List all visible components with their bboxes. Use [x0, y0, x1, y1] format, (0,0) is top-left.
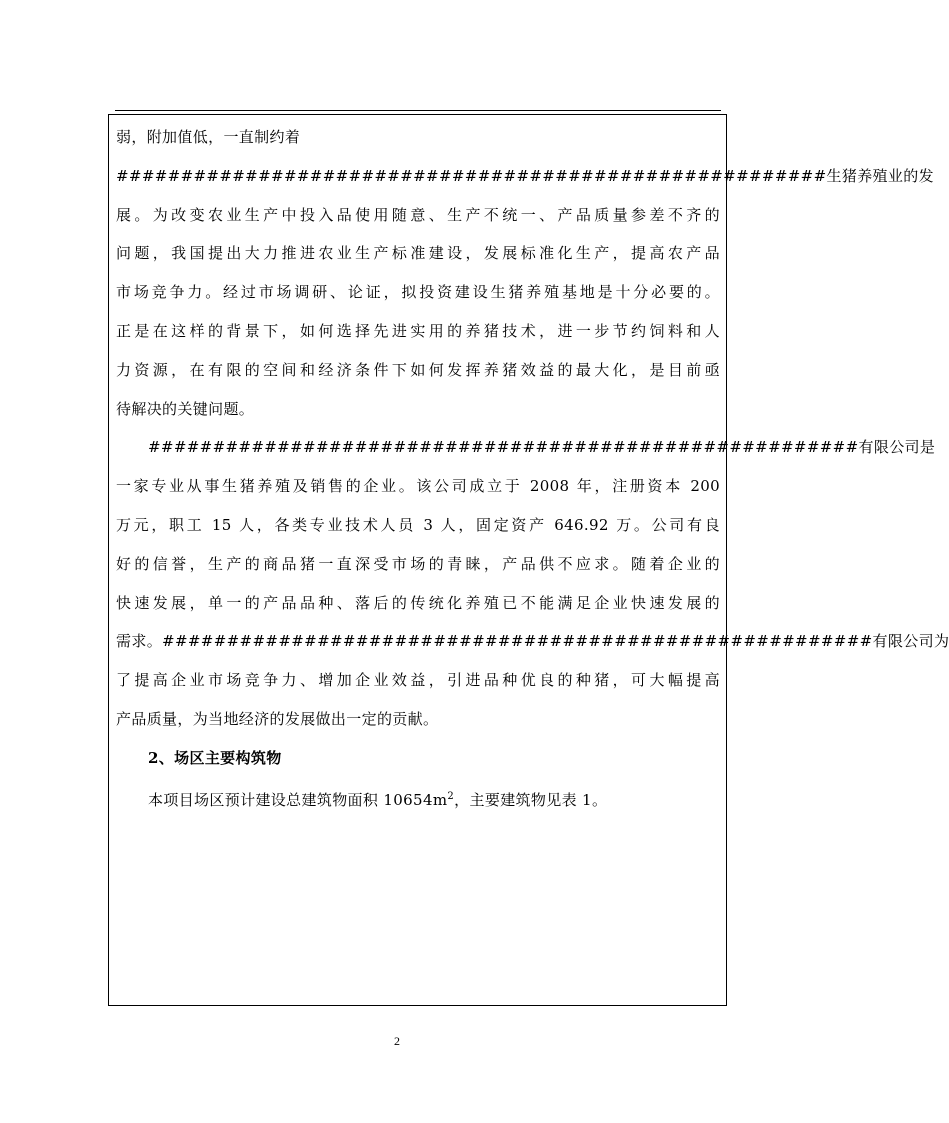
paragraph-line: 需求。#######################################################有限公司为	[116, 632, 949, 651]
area-sentence	[116, 778, 720, 817]
paragraph-line: 待解决的关键问题。	[116, 399, 255, 418]
paragraph-line: 了提高企业市场竞争力、增加企业效益，引进品种优良的种猪，可大幅提高	[116, 671, 720, 690]
paragraph-line: 展。为改变农业生产中投入品使用随意、生产不统一、产品质量参差不齐的	[116, 205, 720, 224]
paragraph-line: #######################################################生猪养殖业的发	[116, 166, 934, 185]
area-sentence-end: ，主要建筑物见表 1。	[454, 790, 608, 809]
paragraph-line: 快速发展，单一的产品品种、落后的传统化养殖已不能满足企业快速发展的	[116, 593, 720, 612]
paragraph-line: #######################################################有限公司是	[148, 438, 936, 457]
area-unit-superscript: 2	[447, 790, 455, 802]
paragraph-line: 一家专业从事生猪养殖及销售的企业。该公司成立于 2008 年，注册资本 200	[116, 477, 720, 496]
paragraph-line: 产品质量，为当地经济的发展做出一定的贡献。	[116, 709, 439, 728]
area-sentence-main: 本项目场区预计建设总建筑物面积 10654m	[148, 790, 448, 809]
page-number: 2	[394, 1034, 400, 1048]
paragraph-line: 问题，我国提出大力推进农业生产标准建设，发展标准化生产，提高农产品	[116, 244, 720, 263]
header-rule	[115, 110, 721, 111]
paragraph-line: 弱，附加值低，一直制约着	[116, 128, 301, 146]
document-body	[116, 118, 949, 816]
paragraph-line: 好的信誉，生产的商品猪一直深受市场的青睐，产品供不应求。随着企业的	[116, 554, 720, 573]
paragraph-line: 万元，职工 15 人，各类专业技术人员 3 人，固定资产 646.92 万。公司有良	[116, 515, 720, 534]
paragraph-line: 市场竞争力。经过市场调研、论证，拟投资建设生猪养殖基地是十分必要的。	[116, 283, 720, 302]
paragraph-line: 力资源，在有限的空间和经济条件下如何发挥养猪效益的最大化，是目前亟	[116, 360, 720, 379]
paragraph-line: 正是在这样的背景下，如何选择先进实用的养猪技术，进一步节约饲料和人	[116, 321, 720, 340]
section-heading: 2、场区主要构筑物	[148, 748, 282, 767]
